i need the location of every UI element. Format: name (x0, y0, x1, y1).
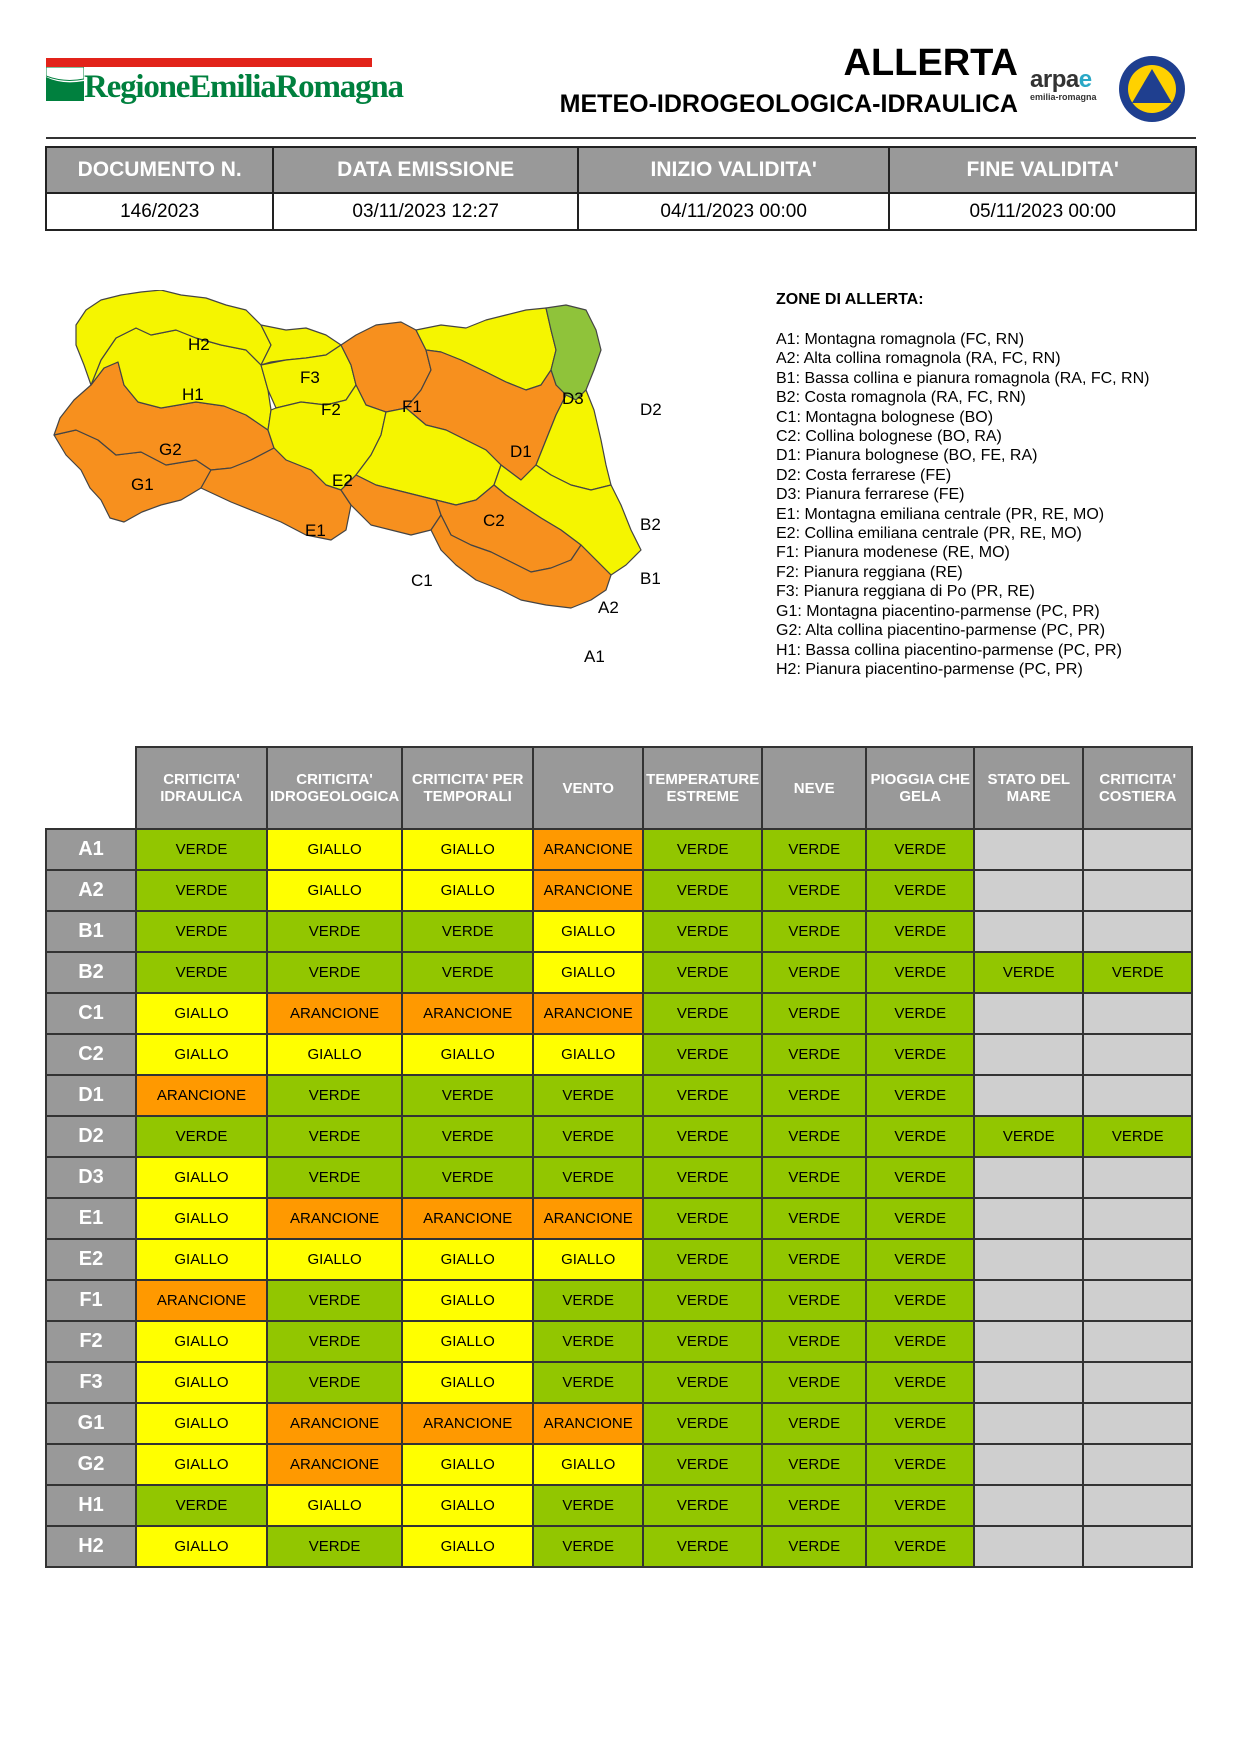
meta-data-emissione-value: 03/11/2023 12:27 (273, 193, 578, 230)
page-title: ALLERTA (843, 42, 1018, 84)
grid-alert-cell: GIALLO (533, 952, 643, 993)
grid-alert-cell: VERDE (762, 1403, 866, 1444)
grid-alert-cell: VERDE (866, 1075, 974, 1116)
grid-alert-cell: VERDE (533, 1526, 643, 1567)
grid-alert-cell: VERDE (866, 1198, 974, 1239)
grid-column-header-line: TEMPERATURE (646, 771, 760, 788)
grid-column-header-line: CRITICITA' (1099, 771, 1177, 788)
grid-alert-cell: GIALLO (402, 1444, 533, 1485)
grid-column-header (643, 747, 762, 829)
grid-corner (46, 747, 136, 829)
zone-list-item: C2: Collina bolognese (BO, RA) (776, 428, 1002, 446)
grid-alert-cell: VERDE (866, 911, 974, 952)
grid-alert-cell: VERDE (866, 1239, 974, 1280)
table-row (46, 1280, 1192, 1321)
grid-column-header-line: CRITICITA' (163, 771, 240, 788)
grid-empty-cell (1083, 1034, 1192, 1075)
grid-alert-cell: VERDE (643, 952, 762, 993)
map-label-h2: H2 (188, 335, 210, 354)
grid-empty-cell (974, 1157, 1083, 1198)
zone-list-item: F1: Pianura modenese (RE, MO) (776, 544, 1010, 562)
meta-header-documento: DOCUMENTO N. (46, 147, 273, 193)
meta-header-inizio-validita: INIZIO VALIDITA' (578, 147, 890, 193)
grid-alert-cell: VERDE (866, 1116, 974, 1157)
grid-alert-cell: VERDE (762, 1321, 866, 1362)
grid-alert-cell: VERDE (762, 1239, 866, 1280)
meta-header-data-emissione: DATA EMISSIONE (273, 147, 578, 193)
grid-alert-cell: VERDE (136, 1116, 267, 1157)
grid-alert-cell: VERDE (136, 952, 267, 993)
grid-zone-label: B2 (46, 952, 136, 993)
grid-alert-cell: GIALLO (267, 870, 402, 911)
grid-zone-label: A1 (46, 829, 136, 870)
grid-empty-cell (974, 911, 1083, 952)
map-label-d1: D1 (510, 442, 532, 461)
grid-alert-cell: VERDE (533, 1280, 643, 1321)
grid-alert-cell: VERDE (643, 1526, 762, 1567)
grid-zone-label: D1 (46, 1075, 136, 1116)
grid-alert-cell: VERDE (402, 1116, 533, 1157)
table-row (46, 1116, 1192, 1157)
grid-column-header (402, 747, 533, 829)
grid-alert-cell: ARANCIONE (267, 1198, 402, 1239)
grid-alert-cell: VERDE (762, 1198, 866, 1239)
page-subtitle: METEO-IDROGEOLOGICA-IDRAULICA (559, 90, 1018, 118)
alert-zones-map (46, 290, 686, 690)
grid-alert-cell: GIALLO (402, 1526, 533, 1567)
grid-column-header-line: VENTO (562, 779, 614, 797)
grid-alert-cell: GIALLO (136, 993, 267, 1034)
zone-list-item: F3: Pianura reggiana di Po (PR, RE) (776, 583, 1035, 601)
grid-empty-cell (1083, 1444, 1192, 1485)
grid-zone-label: B1 (46, 911, 136, 952)
map-label-g1: G1 (131, 475, 154, 494)
grid-empty-cell (974, 1403, 1083, 1444)
grid-column-header-line: ESTREME (666, 788, 739, 805)
arpae-logo-subtext: emilia-romagna (1030, 92, 1097, 102)
grid-column-header-line: TEMPORALI (423, 788, 512, 805)
grid-alert-cell: VERDE (267, 1075, 402, 1116)
grid-alert-cell: VERDE (866, 829, 974, 870)
grid-empty-cell (1083, 1362, 1192, 1403)
grid-alert-cell: GIALLO (402, 1239, 533, 1280)
grid-alert-cell: VERDE (866, 1157, 974, 1198)
grid-alert-cell: GIALLO (267, 1239, 402, 1280)
arpae-logo-accent: e (1078, 66, 1092, 93)
meta-fine-validita-value: 05/11/2023 00:00 (889, 193, 1196, 230)
grid-empty-cell (974, 1239, 1083, 1280)
grid-alert-cell: GIALLO (136, 1362, 267, 1403)
grid-zone-label: C1 (46, 993, 136, 1034)
table-row (46, 1526, 1192, 1567)
map-label-d3: D3 (562, 389, 584, 408)
grid-empty-cell (974, 870, 1083, 911)
grid-empty-cell (1083, 870, 1192, 911)
grid-empty-cell (1083, 911, 1192, 952)
protezione-civile-logo-icon (1118, 55, 1186, 123)
grid-empty-cell (1083, 1321, 1192, 1362)
grid-alert-cell: ARANCIONE (533, 829, 643, 870)
grid-alert-cell: VERDE (533, 1362, 643, 1403)
grid-alert-cell: VERDE (643, 1157, 762, 1198)
grid-alert-cell: GIALLO (136, 1444, 267, 1485)
grid-alert-cell: GIALLO (136, 1239, 267, 1280)
grid-alert-cell: VERDE (762, 1157, 866, 1198)
zones-list (776, 330, 1150, 679)
grid-empty-cell (1083, 1485, 1192, 1526)
grid-alert-cell: VERDE (136, 1485, 267, 1526)
grid-alert-cell: VERDE (136, 870, 267, 911)
grid-empty-cell (974, 1444, 1083, 1485)
grid-alert-cell: VERDE (762, 1362, 866, 1403)
grid-zone-label: F2 (46, 1321, 136, 1362)
table-row (46, 1403, 1192, 1444)
grid-column-header (136, 747, 267, 829)
grid-zone-label: C2 (46, 1034, 136, 1075)
grid-alert-cell: VERDE (866, 870, 974, 911)
grid-alert-cell: VERDE (762, 1075, 866, 1116)
grid-alert-cell: VERDE (533, 1321, 643, 1362)
regione-flag-icon (46, 67, 84, 101)
grid-alert-cell: VERDE (402, 1075, 533, 1116)
grid-alert-cell: ARANCIONE (533, 993, 643, 1034)
grid-alert-cell: VERDE (643, 829, 762, 870)
grid-alert-cell: GIALLO (402, 870, 533, 911)
document-meta-table (45, 146, 1197, 231)
grid-alert-cell: VERDE (643, 1485, 762, 1526)
grid-alert-cell: GIALLO (402, 1362, 533, 1403)
grid-alert-cell: ARANCIONE (267, 1444, 402, 1485)
grid-alert-cell: VERDE (402, 952, 533, 993)
grid-alert-cell: ARANCIONE (136, 1075, 267, 1116)
grid-alert-cell: VERDE (762, 1034, 866, 1075)
grid-column-header-line: MARE (1006, 788, 1051, 805)
map-label-b1: B1 (640, 569, 661, 588)
table-row (46, 993, 1192, 1034)
map-label-g2: G2 (159, 440, 182, 459)
zone-list-item: H2: Pianura piacentino-parmense (PC, PR) (776, 660, 1083, 678)
grid-alert-cell: VERDE (762, 829, 866, 870)
grid-alert-cell: VERDE (866, 1321, 974, 1362)
grid-alert-cell: VERDE (643, 1280, 762, 1321)
grid-alert-cell: GIALLO (136, 1157, 267, 1198)
grid-zone-label: A2 (46, 870, 136, 911)
table-row (46, 829, 1192, 870)
grid-alert-cell: VERDE (866, 1485, 974, 1526)
zone-list-item: D1: Pianura bolognese (BO, FE, RA) (776, 447, 1038, 465)
grid-alert-cell: GIALLO (136, 1034, 267, 1075)
meta-inizio-validita-value: 04/11/2023 00:00 (578, 193, 890, 230)
zone-list-item: D2: Costa ferrarese (FE) (776, 466, 952, 484)
grid-empty-cell (974, 1526, 1083, 1567)
grid-alert-cell: VERDE (643, 1321, 762, 1362)
grid-empty-cell (1083, 1157, 1192, 1198)
grid-alert-cell: VERDE (1083, 1116, 1192, 1157)
grid-alert-cell: VERDE (762, 870, 866, 911)
grid-alert-cell: GIALLO (267, 1485, 402, 1526)
grid-alert-cell: VERDE (643, 1239, 762, 1280)
table-row (46, 1444, 1192, 1485)
grid-alert-cell: VERDE (643, 1075, 762, 1116)
grid-column-header (866, 747, 974, 829)
grid-alert-cell: VERDE (762, 952, 866, 993)
grid-alert-cell: VERDE (866, 1403, 974, 1444)
grid-alert-cell: GIALLO (136, 1526, 267, 1567)
grid-column-header-line: NEVE (793, 779, 835, 797)
grid-alert-cell: ARANCIONE (267, 993, 402, 1034)
map-label-f2: F2 (321, 400, 341, 419)
regione-logo-bar (46, 58, 372, 67)
grid-alert-cell: VERDE (533, 1075, 643, 1116)
alert-grid-table (45, 746, 1193, 1568)
grid-empty-cell (974, 829, 1083, 870)
map-label-e2: E2 (332, 471, 353, 490)
map-label-e1: E1 (305, 521, 326, 540)
grid-zone-label: G2 (46, 1444, 136, 1485)
grid-alert-cell: GIALLO (267, 829, 402, 870)
grid-alert-cell: GIALLO (533, 1444, 643, 1485)
grid-empty-cell (974, 1485, 1083, 1526)
grid-alert-cell: GIALLO (402, 1321, 533, 1362)
grid-alert-cell: VERDE (267, 952, 402, 993)
zones-title: ZONE DI ALLERTA: (776, 291, 924, 308)
grid-alert-cell: GIALLO (136, 1321, 267, 1362)
grid-zone-label: D3 (46, 1157, 136, 1198)
grid-alert-cell: VERDE (866, 1280, 974, 1321)
meta-documento-value: 146/2023 (46, 193, 273, 230)
table-row (46, 1485, 1192, 1526)
zone-list-item: H1: Bassa collina piacentino-parmense (PC, PR) (776, 641, 1122, 659)
grid-column-header-line: IDROGEOLOGICA (270, 788, 400, 805)
zone-list-item: E1: Montagna emiliana centrale (PR, RE, MO) (776, 505, 1105, 523)
grid-empty-cell (974, 1034, 1083, 1075)
grid-column-header-line: GELA (899, 788, 942, 805)
grid-empty-cell (1083, 1280, 1192, 1321)
map-label-a1: A1 (584, 647, 605, 666)
grid-column-header (974, 747, 1083, 829)
grid-alert-cell: GIALLO (136, 1403, 267, 1444)
zone-list-item: E2: Collina emiliana centrale (PR, RE, MO) (776, 525, 1082, 543)
grid-alert-cell: VERDE (762, 1116, 866, 1157)
table-row (46, 1157, 1192, 1198)
grid-alert-cell: GIALLO (267, 1034, 402, 1075)
grid-empty-cell (1083, 1403, 1192, 1444)
grid-alert-cell: VERDE (402, 911, 533, 952)
grid-alert-cell: VERDE (643, 1444, 762, 1485)
grid-alert-cell: VERDE (533, 1116, 643, 1157)
grid-zone-label: F1 (46, 1280, 136, 1321)
map-label-a2: A2 (598, 598, 619, 617)
grid-alert-cell: VERDE (866, 1362, 974, 1403)
grid-empty-cell (1083, 1526, 1192, 1567)
grid-alert-cell: ARANCIONE (533, 1198, 643, 1239)
grid-alert-cell: VERDE (643, 1034, 762, 1075)
grid-alert-cell: VERDE (267, 911, 402, 952)
grid-zone-label: H2 (46, 1526, 136, 1567)
grid-column-header (1083, 747, 1192, 829)
map-label-c2: C2 (483, 511, 505, 530)
table-row (46, 870, 1192, 911)
grid-alert-cell: GIALLO (402, 1034, 533, 1075)
grid-zone-label: E2 (46, 1239, 136, 1280)
grid-column-header-line: STATO DEL (987, 771, 1070, 788)
grid-alert-cell: VERDE (267, 1321, 402, 1362)
grid-alert-cell: VERDE (866, 1444, 974, 1485)
grid-alert-cell: VERDE (643, 993, 762, 1034)
grid-alert-cell: VERDE (643, 1362, 762, 1403)
meta-header-fine-validita: FINE VALIDITA' (889, 147, 1196, 193)
grid-empty-cell (1083, 993, 1192, 1034)
table-row (46, 1362, 1192, 1403)
table-row (46, 952, 1192, 993)
grid-alert-cell: VERDE (643, 1116, 762, 1157)
grid-alert-cell: VERDE (1083, 952, 1192, 993)
grid-alert-cell: VERDE (643, 1403, 762, 1444)
zone-list-item: A2: Alta collina romagnola (RA, FC, RN) (776, 350, 1061, 368)
zone-list-item: B2: Costa romagnola (RA, FC, RN) (776, 389, 1026, 407)
map-label-c1: C1 (411, 571, 433, 590)
table-row (46, 1321, 1192, 1362)
grid-column-header (762, 747, 866, 829)
grid-column-header-line: CRITICITA' (296, 771, 373, 788)
grid-alert-cell: VERDE (762, 1526, 866, 1567)
grid-zone-label: G1 (46, 1403, 136, 1444)
zone-list-item: G1: Montagna piacentino-parmense (PC, PR) (776, 602, 1100, 620)
table-row (46, 1075, 1192, 1116)
regione-logo-text: RegioneEmiliaRomagna (84, 69, 403, 105)
header-divider (46, 137, 1196, 139)
grid-alert-cell: ARANCIONE (267, 1403, 402, 1444)
grid-empty-cell (974, 1280, 1083, 1321)
grid-alert-cell: VERDE (533, 1485, 643, 1526)
table-row (46, 1198, 1192, 1239)
grid-alert-cell: VERDE (762, 1485, 866, 1526)
grid-empty-cell (974, 1362, 1083, 1403)
grid-alert-cell: VERDE (267, 1362, 402, 1403)
table-row (46, 1239, 1192, 1280)
grid-alert-cell: VERDE (762, 993, 866, 1034)
grid-alert-cell: VERDE (267, 1280, 402, 1321)
grid-alert-cell: VERDE (974, 952, 1083, 993)
zone-list-item: G2: Alta collina piacentino-parmense (PC, PR) (776, 622, 1106, 640)
grid-column-header (267, 747, 402, 829)
grid-alert-cell: VERDE (974, 1116, 1083, 1157)
grid-alert-cell: VERDE (643, 1198, 762, 1239)
grid-alert-cell: VERDE (866, 952, 974, 993)
grid-column-header-line: PIOGGIA CHE (870, 771, 970, 788)
grid-alert-cell: VERDE (866, 1034, 974, 1075)
grid-zone-label: D2 (46, 1116, 136, 1157)
grid-empty-cell (974, 993, 1083, 1034)
grid-alert-cell: GIALLO (533, 1034, 643, 1075)
zone-list-item: B1: Bassa collina e pianura romagnola (RA, FC, RN) (776, 369, 1150, 387)
regione-logo (46, 58, 403, 108)
grid-alert-cell: GIALLO (402, 1485, 533, 1526)
grid-alert-cell: GIALLO (402, 829, 533, 870)
grid-empty-cell (1083, 1239, 1192, 1280)
grid-alert-cell: VERDE (643, 911, 762, 952)
grid-empty-cell (1083, 1075, 1192, 1116)
map-label-h1: H1 (182, 385, 204, 404)
grid-empty-cell (974, 1075, 1083, 1116)
grid-zone-label: F3 (46, 1362, 136, 1403)
zone-list-item: A1: Montagna romagnola (FC, RN) (776, 331, 1025, 348)
arpae-logo (1030, 66, 1120, 112)
grid-alert-cell: VERDE (533, 1157, 643, 1198)
grid-alert-cell: ARANCIONE (402, 993, 533, 1034)
grid-zone-label: E1 (46, 1198, 136, 1239)
grid-alert-cell: ARANCIONE (533, 1403, 643, 1444)
grid-alert-cell: GIALLO (136, 1198, 267, 1239)
map-label-f3: F3 (300, 368, 320, 387)
map-label-f1: F1 (402, 397, 422, 416)
grid-alert-cell: VERDE (643, 870, 762, 911)
grid-alert-cell: ARANCIONE (533, 870, 643, 911)
grid-alert-cell: ARANCIONE (402, 1198, 533, 1239)
table-row (46, 1034, 1192, 1075)
grid-column-header-line: CRITICITA' PER (411, 771, 524, 788)
arpae-logo-text: arpae (1030, 66, 1092, 93)
grid-alert-cell: VERDE (267, 1157, 402, 1198)
grid-empty-cell (974, 1198, 1083, 1239)
grid-alert-cell: GIALLO (402, 1280, 533, 1321)
grid-alert-cell: GIALLO (533, 911, 643, 952)
grid-alert-cell: VERDE (762, 1280, 866, 1321)
grid-alert-cell: VERDE (762, 911, 866, 952)
grid-alert-cell: VERDE (866, 993, 974, 1034)
grid-column-header-line: COSTIERA (1098, 788, 1177, 805)
grid-column-header (533, 747, 643, 829)
grid-alert-cell: VERDE (267, 1526, 402, 1567)
grid-alert-cell: VERDE (267, 1116, 402, 1157)
zone-list-item: C1: Montagna bolognese (BO) (776, 408, 994, 426)
grid-alert-cell: VERDE (866, 1526, 974, 1567)
grid-column-header-line: IDRAULICA (160, 788, 243, 805)
grid-alert-cell: VERDE (136, 829, 267, 870)
grid-alert-cell: VERDE (762, 1444, 866, 1485)
grid-empty-cell (1083, 829, 1192, 870)
grid-alert-cell: ARANCIONE (136, 1280, 267, 1321)
zone-list-item: F2: Pianura reggiana (RE) (776, 563, 963, 581)
grid-alert-cell: VERDE (136, 911, 267, 952)
grid-alert-cell: VERDE (402, 1157, 533, 1198)
grid-alert-cell: ARANCIONE (402, 1403, 533, 1444)
table-row (46, 911, 1192, 952)
grid-zone-label: H1 (46, 1485, 136, 1526)
map-label-d2: D2 (640, 400, 662, 419)
zone-list-item: D3: Pianura ferrarese (FE) (776, 486, 965, 504)
grid-empty-cell (974, 1321, 1083, 1362)
grid-empty-cell (1083, 1198, 1192, 1239)
grid-alert-cell: GIALLO (533, 1239, 643, 1280)
map-label-b2: B2 (640, 515, 661, 534)
